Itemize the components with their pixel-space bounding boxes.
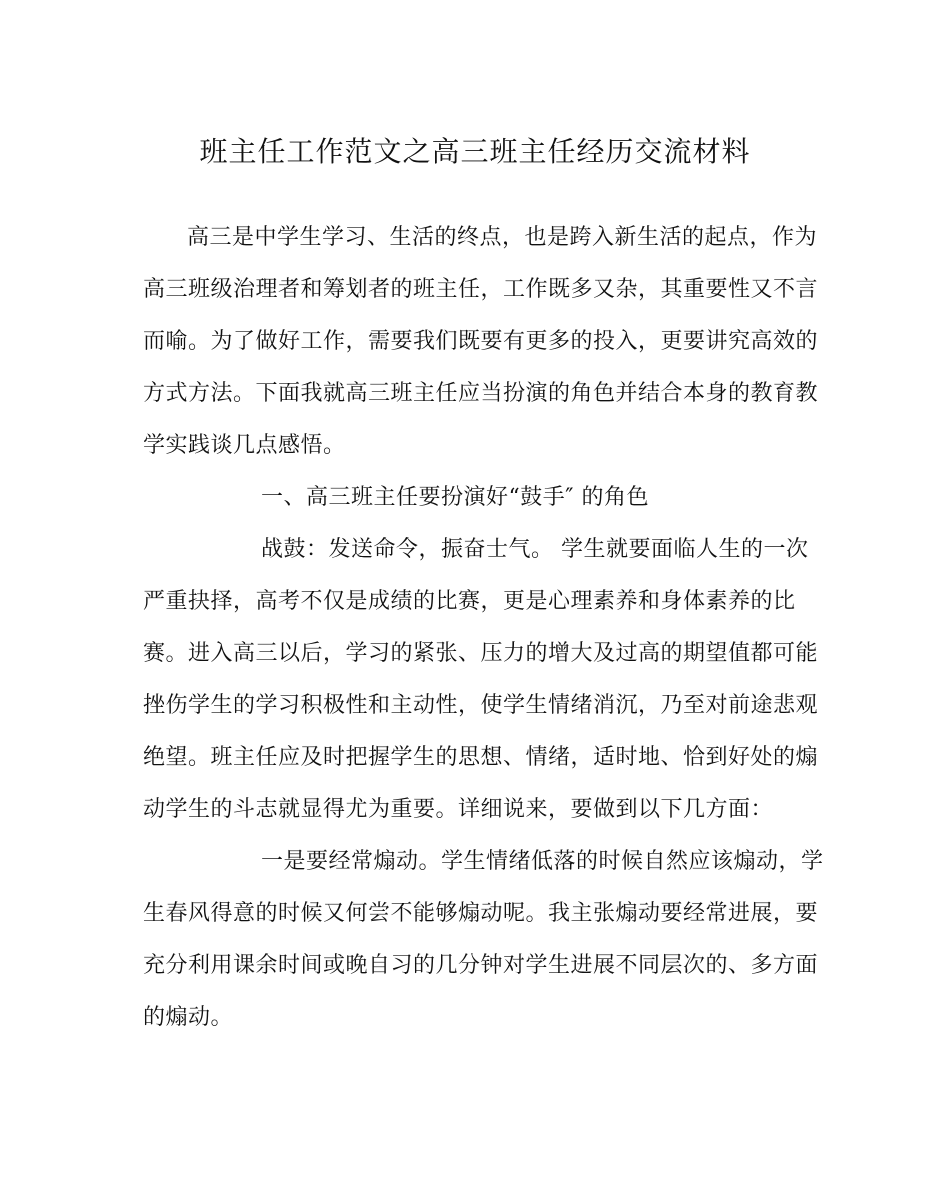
paragraph-3-line-4: 的煽动。	[143, 1005, 234, 1030]
paragraph-3-line-2: 生春风得意的时候又何尝不能够煽动呢。我主张煽动要经常进展，要	[143, 901, 819, 926]
paragraph-1-line-2: 高三班级治理者和筹划者的班主任，工作既多又杂，其重要性又不言	[143, 277, 819, 302]
paragraph-1-line-5: 学实践谈几点感悟。	[143, 433, 346, 458]
paragraph-2-line-2: 严重抉择，高考不仅是成绩的比赛，更是心理素养和身体素养的比	[143, 589, 796, 614]
paragraph-3-line-1: 一是要经常煽动。学生情绪低落的时候自然应该煽动，学	[261, 849, 824, 874]
paragraph-1-line-4: 方式方法。下面我就高三班主任应当扮演的角色并结合本身的教育教	[143, 381, 819, 406]
paragraph-2-line-4: 挫伤学生的学习积极性和主动性，使学生情绪消沉，乃至对前途悲观	[143, 693, 819, 718]
section-heading: 一、高三班主任要扮演好“鼓手″ 的角色	[261, 485, 649, 510]
paragraph-2-line-6: 动学生的斗志就显得尤为重要。详细说来，要做到以下几方面：	[143, 797, 774, 822]
paragraph-2-line-1: 战鼓：发送命令，振奋士气。 学生就要面临人生的一次	[261, 537, 809, 562]
paragraph-3-line-3: 充分利用课余时间或晚自习的几分钟对学生进展不同层次的、多方面	[143, 953, 819, 978]
paragraph-1-line-1: 高三是中学生学习、生活的终点，也是跨入新生活的起点，作为	[187, 225, 818, 250]
paragraph-1-line-3: 而喻。为了做好工作，需要我们既要有更多的投入，更要讲究高效的	[143, 329, 819, 354]
document-title: 班主任工作范文之高三班主任经历交流材料	[199, 135, 751, 168]
paragraph-2-line-3: 赛。进入高三以后，学习的紧张、压力的增大及过高的期望值都可能	[143, 641, 819, 666]
paragraph-2-line-5: 绝望。班主任应及时把握学生的思想、情绪，适时地、恰到好处的煽	[143, 745, 819, 770]
